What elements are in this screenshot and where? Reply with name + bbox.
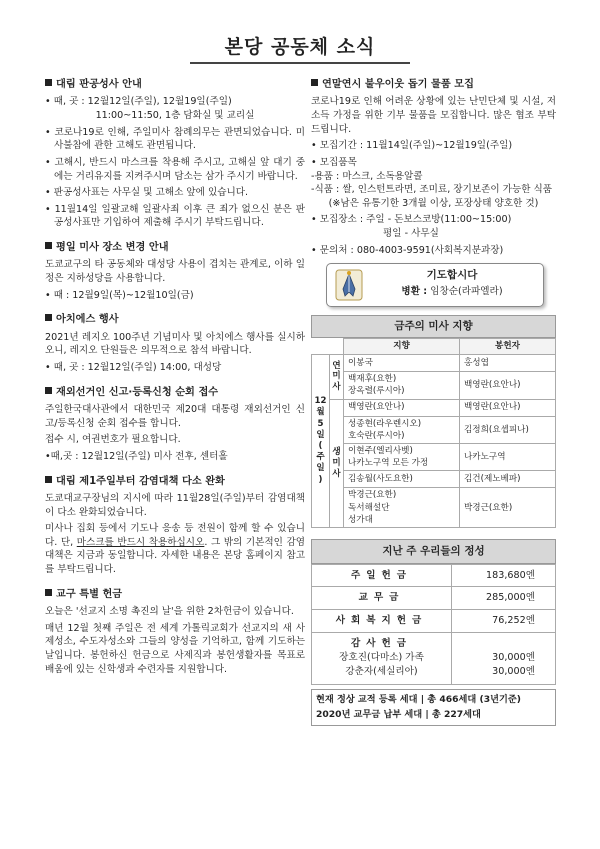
table-row <box>312 355 556 372</box>
text: • 11월14일 일괄교해 일괄사죄 이후 큰 죄가 없으신 분은 판공성사표만 기입하여 제출해 주시기 부탁드립니다. <box>45 203 305 229</box>
text: • 고해시, 반드시 마스크를 착용해 주시고, 고해실 앞 대기 중에는 거리유지를 지켜주시며 담소는 삼가 주시기 바랍니다. <box>45 156 305 182</box>
donor-cell: 홍성엽 <box>459 355 555 372</box>
offering-title: 지난 주 우리들의 정성 <box>311 539 556 564</box>
offering-value: 285,000엔 <box>452 587 556 610</box>
table-row <box>312 564 556 587</box>
offering-label: 교무금 <box>312 587 452 610</box>
donor-cell: 나카노구역 <box>459 443 555 470</box>
square-bullet-icon <box>45 589 52 596</box>
section-title: 대림 제1주일부터 감염대책 다소 완화 <box>45 475 305 489</box>
section-donation-drive <box>311 78 556 257</box>
table-row <box>312 587 556 610</box>
text: • 모집기간 : 11월14일(주일)~12월19일(주일) <box>311 140 513 152</box>
text: • 때, 곳 : 12월12일(주일) 14:00, 대성당 <box>45 361 222 373</box>
right-column <box>311 78 556 726</box>
praying-hands-icon <box>335 269 363 301</box>
section-acies <box>45 313 305 374</box>
square-bullet-icon <box>45 387 52 394</box>
text: 도쿄교구의 타 공동체와 대성당 사용이 겹치는 관계로, 이하 일정은 지하성당을 사용합니다. <box>45 259 305 285</box>
text: • 때, 곳 : 12월12일(주일), 12월19일(주일) <box>45 96 232 108</box>
text: 접수 시, 여권번호가 필요합니다. <box>45 434 181 446</box>
intent-cell: 백영란(요안나) <box>344 399 460 416</box>
text: 매년 12월 첫째 주일은 전 세계 가톨릭교회가 선교지의 새 사제성소, 수도자성소와 그들의 양성을 기억하고, 함께 기도하는 날입니다. 봉헌하신 헌금으로 사제직과 봉헌생활자를 목표로 배움에 있는 신학생과 수련자를 지원합니다. <box>45 622 305 675</box>
intent-cell: 백재후(요한) 장옥렬(루시아) <box>344 372 460 399</box>
section-confession <box>45 78 305 230</box>
section-title: 연말연시 불우이웃 돕기 물품 모집 <box>311 78 556 92</box>
column-header: 봉헌자 <box>459 339 555 355</box>
text: -식품 : 쌀, 인스턴트라면, 조미료, 장기보존이 가능한 식품 <box>311 184 553 196</box>
section-title: 평일 미사 장소 변경 안내 <box>45 241 305 255</box>
table-row <box>312 372 556 399</box>
table-row <box>312 443 556 470</box>
text: 주일한국대사관에서 대한민국 제20대 대통령 재외선거인 신고/등록신청 순회 접수를 합니다. <box>45 404 305 429</box>
table-row <box>312 471 556 488</box>
offering-label: 주일헌금 <box>312 564 452 587</box>
household-stats: 현재 정상 교적 등록 세대 | 총 466세대 (3년기준) 2020년 교무금 납부 세대 | 총 227세대 <box>311 689 556 726</box>
section-title: 대림 판공성사 안내 <box>45 78 305 92</box>
text: 코로나19로 인해 어려운 상황에 있는 난민단체 및 시설, 저소득 가정을 위한 기부 물품을 모집합니다. 많은 협조 부탁드립니다. <box>311 96 556 135</box>
section-infection-measures <box>45 475 305 577</box>
column-header: 지향 <box>344 339 460 355</box>
offering-value: 183,680엔 <box>452 564 556 587</box>
table-row <box>312 488 556 528</box>
text: 오늘은 '선교지 소명 촉진의 날'을 위한 2차헌금이 있습니다. <box>45 606 294 618</box>
text: • 코로나19로 인해, 주일미사 참례의무는 관면되었습니다. 미사불참에 관한 고해도 관면됩니다. <box>45 126 305 152</box>
text: 도쿄대교구장님의 지시에 따라 11월28일(주일)부터 감염대책이 다소 완화되었습니다. <box>45 493 305 518</box>
text: • 때 : 12월9일(목)~12월10일(금) <box>45 289 194 301</box>
prayer-heading: 기도합시다 <box>426 269 478 282</box>
section-special-collection <box>45 588 305 677</box>
date-cell: 12 월 5 일 ( 주 일 ) <box>312 355 330 528</box>
text: •때,곳 : 12월12일(주일) 미사 전후, 센터홀 <box>45 450 228 462</box>
offering-value: 76,252엔 <box>452 610 556 633</box>
text: • 문의처 : 080-4003-9591(사회복지분과장) <box>311 244 504 256</box>
table-row <box>312 416 556 443</box>
left-column <box>45 78 305 687</box>
text: 미사나 집회 등에서 기도나 응송 등 전원이 함께 할 수 있습니다. 단, 마스크를 반드시 착용하십시오. 그 밖의 기본적인 감염대책은 지금과 동일합니다. 자세한 내용은 본당 홈페이지 참고를 부탁드립니다. <box>45 523 306 576</box>
donor-cell: 백영란(요안나) <box>459 399 555 416</box>
group-cell: 생 미 사 <box>330 399 344 527</box>
group-cell: 연 미 사 <box>330 355 344 399</box>
donor-cell: 김건(제노베파) <box>459 471 555 488</box>
text: 2021년 레지오 100주년 기념미사 및 아치에스 행사를 실시하오니, 레지오 단원들은 의무적으로 참석 바랍니다. <box>45 331 305 357</box>
donor-cell: 김정희(요셉피나) <box>459 416 555 443</box>
thanks-offering-values: 30,000엔 30,000엔 <box>452 632 556 684</box>
intent-cell: 박경근(요한) 독서해설단 성가대 <box>344 488 460 528</box>
prayer-person: 병환 : 임창순(라파엘라) <box>401 286 503 298</box>
section-title: 교구 특별 헌금 <box>45 588 305 602</box>
square-bullet-icon <box>311 79 318 86</box>
text: • 판공성사표는 사무실 및 고해소 앞에 있습니다. <box>45 187 249 199</box>
mass-intention-table <box>311 315 556 528</box>
text: -용품 : 마스크, 소독용알콜 <box>311 170 423 182</box>
square-bullet-icon <box>45 242 52 249</box>
intent-cell: 이봉국 <box>344 355 460 372</box>
intent-cell: 이현주(엘리사벳) 나카노구역 모든 가정 <box>344 443 460 470</box>
prayer-box <box>326 263 544 307</box>
intent-cell: 김송월(사도요한) <box>344 471 460 488</box>
donor-cell: 백영란(요안나) <box>459 372 555 399</box>
square-bullet-icon <box>45 476 52 483</box>
square-bullet-icon <box>45 314 52 321</box>
table-row <box>312 399 556 416</box>
donor-cell: 박경근(요한) <box>459 488 555 528</box>
page-title: 본당 공동체 소식 <box>224 36 376 58</box>
text: 11:00~11:50, 1층 담화실 및 교리실 <box>95 110 255 122</box>
text: • 모집장소 : 주일 - 돈보스코방(11:00~15:00) <box>311 214 512 226</box>
thanks-offering-cell: 감사헌금 장호진(다마소) 가족 강춘자(세실리아) <box>312 632 452 684</box>
mass-table-title: 금주의 미사 지향 <box>311 315 556 338</box>
text: 평일 - 사무실 <box>383 227 439 239</box>
offering-table <box>311 564 556 685</box>
intent-cell: 성종현(라우렌시오) 호숙란(루시아) <box>344 416 460 443</box>
section-title: 아치에스 행사 <box>45 313 305 327</box>
text: (※남은 유통기한 3개월 이상, 포장상태 양호한 것) <box>328 197 539 209</box>
section-overseas-voting <box>45 386 305 464</box>
title-underline <box>190 62 410 64</box>
text: • 모집품목 <box>311 156 357 168</box>
table-row <box>312 610 556 633</box>
table-header-row <box>312 339 556 355</box>
mass-table <box>311 338 556 528</box>
table-row <box>312 632 556 684</box>
section-weekday-mass <box>45 241 305 302</box>
section-title: 재외선거인 신고·등록신청 순회 접수 <box>45 386 305 400</box>
offering-label: 사회복지헌금 <box>312 610 452 633</box>
square-bullet-icon <box>45 79 52 86</box>
